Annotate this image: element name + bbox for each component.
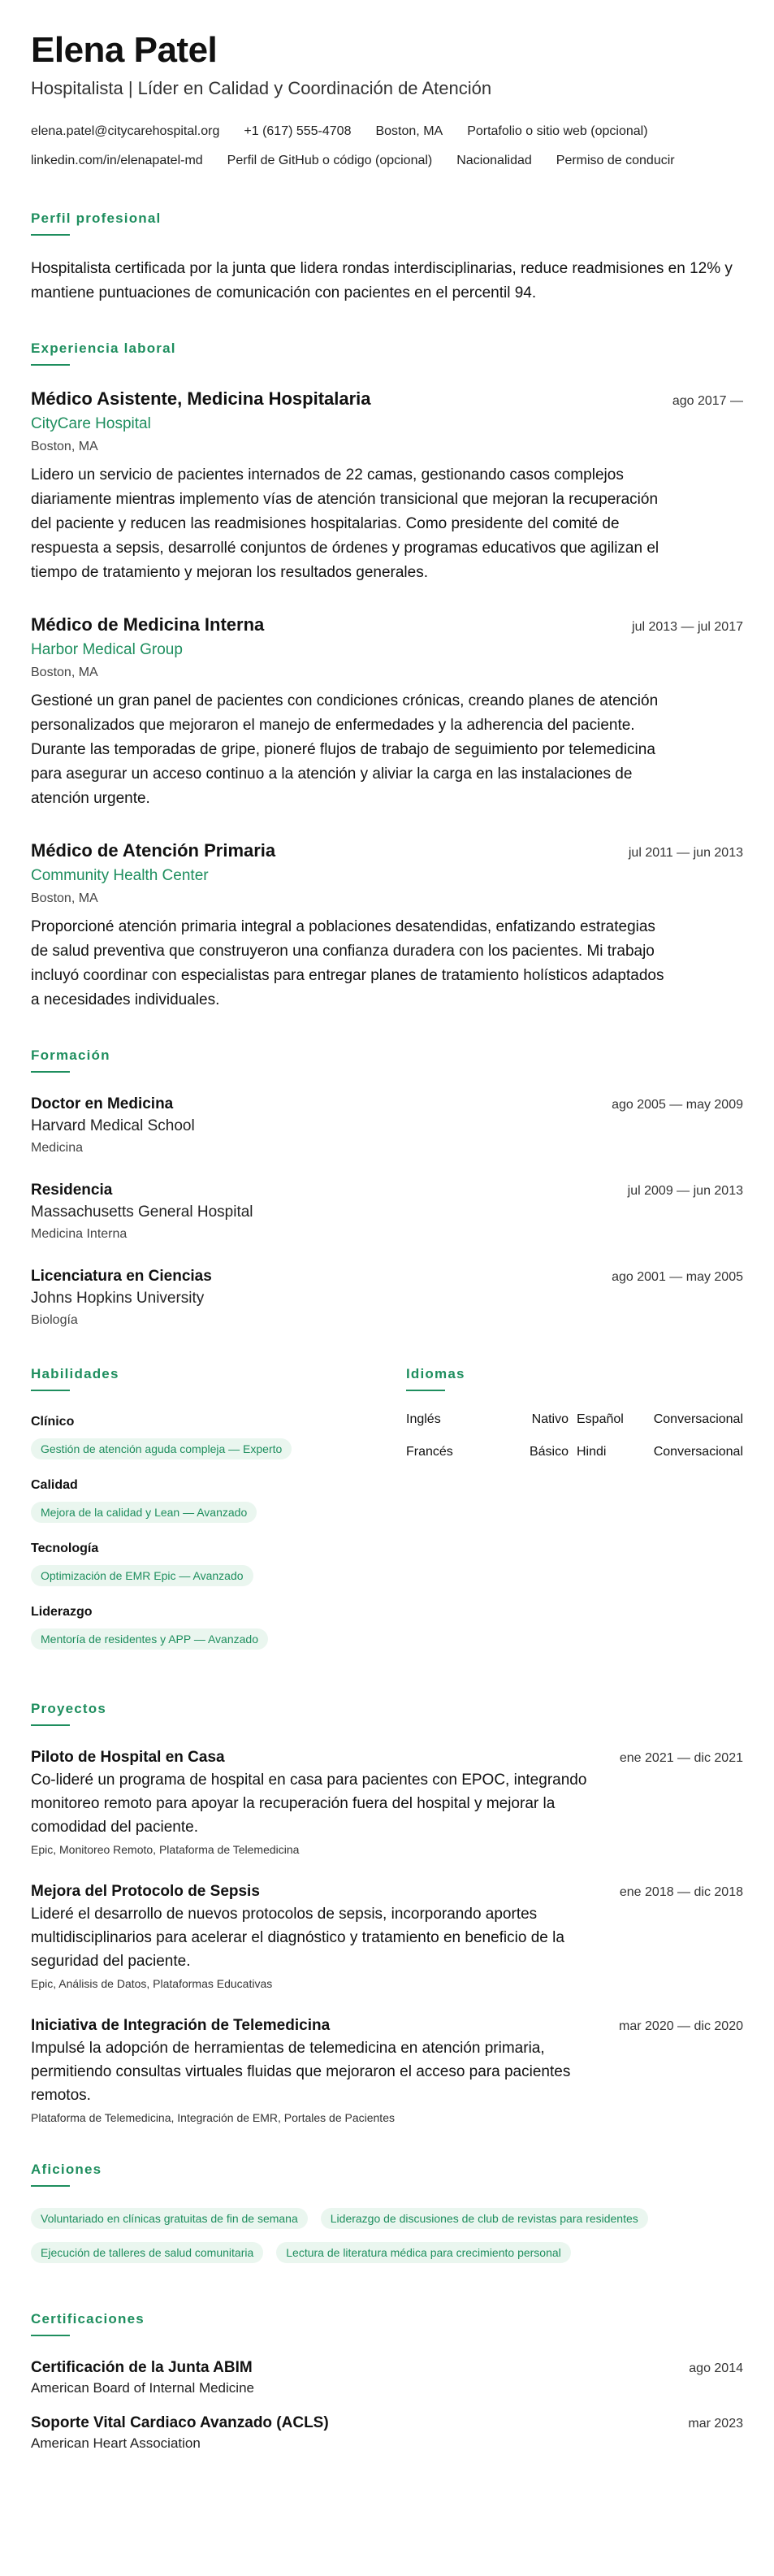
- project-item: [31, 1747, 743, 1858]
- experience-item: [31, 387, 743, 585]
- certification-date: ago 2014: [689, 2361, 743, 2375]
- education-dates: ago 2005 — may 2009: [612, 1098, 743, 1112]
- skills-column: [31, 1365, 406, 1666]
- job-description: Gestioné un gran panel de pacientes con condiciones crónicas, creando planes de atención personalizados que mejoraron el manejo de enfermedades y la adherencia del paciente. Durante las temporadas de gripe, pioneré flujos de trabajo de seguimiento por telemedicina para asegurar un acceso continuo a la atención y aliviar la carga en las instalaciones de atención urgente.: [31, 692, 659, 807]
- section-divider: [31, 1071, 70, 1073]
- hobbies-list: [31, 2208, 743, 2276]
- skill-group: [31, 1476, 406, 1523]
- hobby-chip: Lectura de literatura médica para crecimiento personal: [276, 2242, 571, 2263]
- certification-org: American Board of Internal Medicine: [31, 2380, 254, 2396]
- job-dates: ago 2017 —: [672, 394, 743, 408]
- education-item: [31, 1094, 743, 1159]
- project-dates: ene 2018 — dic 2018: [619, 1885, 743, 1899]
- job-title: Médico de Atención Primaria: [31, 840, 276, 861]
- contact-email[interactable]: elena.patel@citycarehospital.org: [31, 124, 220, 138]
- candidate-headline: Hospitalista | Líder en Calidad y Coordinación de Atención: [31, 78, 492, 98]
- contact-github[interactable]: Perfil de GitHub o código (opcional): [227, 154, 433, 167]
- projects-section: [31, 1700, 743, 2127]
- education-school: Johns Hopkins University: [31, 1290, 205, 1307]
- certification-title: Certificación de la Junta ABIM: [31, 2359, 253, 2376]
- job-company: Harbor Medical Group: [31, 641, 183, 658]
- certification-org: American Heart Association: [31, 2435, 201, 2451]
- education-degree: Doctor en Medicina: [31, 1095, 174, 1112]
- section-divider: [31, 1390, 70, 1391]
- languages-list: [406, 1412, 743, 1459]
- education-school: Harvard Medical School: [31, 1117, 195, 1134]
- language-level: Básico: [529, 1445, 569, 1459]
- project-title: Iniciativa de Integración de Telemedicina: [31, 2017, 331, 2034]
- section-divider: [31, 234, 70, 236]
- contact-info: [31, 117, 743, 176]
- education-school: Massachusetts General Hospital: [31, 1203, 253, 1221]
- skill-group: [31, 1539, 406, 1586]
- hobby-chip: Ejecución de talleres de salud comunitaria: [31, 2242, 263, 2263]
- section-title: Certificaciones: [31, 2311, 145, 2327]
- skill-category: Clínico: [31, 1415, 75, 1429]
- education-field: Medicina: [31, 1141, 84, 1155]
- hobbies-section: [31, 2161, 743, 2276]
- job-company: Community Health Center: [31, 867, 209, 884]
- job-title: Médico Asistente, Medicina Hospitalaria: [31, 388, 371, 409]
- section-divider: [31, 364, 70, 366]
- education-dates: jul 2009 — jun 2013: [627, 1184, 743, 1198]
- job-title: Médico de Medicina Interna: [31, 614, 265, 635]
- experience-item: [31, 839, 743, 1013]
- job-description: Lidero un servicio de pacientes internados de 22 camas, gestionando casos complejos diariamente mientras implemento vías de atención transicional que mejoran la recuperación del paciente y reducen las readmisiones hospitalarias. Como presidente del comité de respuesta a sepsis, desarrollé conjuntos de órdenes y programas educativos que agilizan el tiempo de tratamiento y mejoran los resultados generales.: [31, 466, 659, 581]
- skill-category: Calidad: [31, 1478, 78, 1492]
- education-degree: Licenciatura en Ciencias: [31, 1268, 212, 1285]
- education-dates: ago 2001 — may 2005: [612, 1270, 743, 1284]
- project-technologies: Epic, Análisis de Datos, Plataformas Educativas: [31, 1977, 273, 1990]
- project-item: [31, 1881, 743, 1993]
- contact-portfolio[interactable]: Portafolio o sitio web (opcional): [467, 124, 648, 138]
- language-name: Hindi: [577, 1445, 607, 1459]
- section-title: Proyectos: [31, 1701, 107, 1716]
- skill-category: Tecnología: [31, 1542, 99, 1555]
- skill-group: [31, 1412, 406, 1459]
- project-description: Impulsé la adopción de herramientas de telemedicina en atención primaria, permitiendo consultas virtuales fluidas que mejoraron el acceso para pacientes remotos.: [31, 2040, 571, 2104]
- skill-category: Liderazgo: [31, 1605, 93, 1619]
- experience-section: [31, 340, 743, 1013]
- experience-item: [31, 613, 743, 811]
- project-technologies: Epic, Monitoreo Remoto, Plataforma de Telemedicina: [31, 1843, 300, 1856]
- contact-nationality: Nacionalidad: [456, 154, 532, 167]
- certification-date: mar 2023: [688, 2417, 743, 2431]
- job-dates: jul 2011 — jun 2013: [628, 846, 743, 860]
- section-divider: [31, 2185, 70, 2187]
- resume-header: [31, 29, 743, 176]
- project-item: [31, 2015, 743, 2127]
- language-level: Conversacional: [653, 1412, 743, 1426]
- project-description: Lideré el desarrollo de nuevos protocolos de sepsis, incorporando aportes multidisciplinarios para acelerar el diagnóstico y tratamiento en beneficio de la seguridad del paciente.: [31, 1906, 564, 1970]
- job-company: CityCare Hospital: [31, 415, 151, 432]
- skills-languages-section: [31, 1365, 743, 1666]
- education-degree: Residencia: [31, 1182, 113, 1199]
- job-description: Proporcioné atención primaria integral a poblaciones desatendidas, enfatizando estrategias de salud preventiva que construyeron una confianza duradera con los pacientes. Mi trabajo incluyó coordinar con especialistas para entregar planes de tratamiento holísticos adaptados a necesidades individuales.: [31, 918, 664, 1008]
- section-divider: [31, 1724, 70, 1726]
- contact-linkedin[interactable]: linkedin.com/in/elenapatel-md: [31, 154, 203, 167]
- project-technologies: Plataforma de Telemedicina, Integración de EMR, Portales de Pacientes: [31, 2111, 395, 2124]
- education-item: [31, 1180, 743, 1245]
- certification-title: Soporte Vital Cardiaco Avanzado (ACLS): [31, 2414, 329, 2431]
- education-field: Medicina Interna: [31, 1227, 128, 1241]
- skill-chip: Optimización de EMR Epic — Avanzado: [31, 1565, 253, 1586]
- education-item: [31, 1266, 743, 1331]
- summary-text: Hospitalista certificada por la junta que lidera rondas interdisciplinarias, reduce readmisiones en 12% y mantiene puntuaciones de comunicación con pacientes en el percentil 94.: [31, 260, 733, 301]
- certification-item: [31, 2357, 743, 2398]
- education-field: Biología: [31, 1313, 78, 1327]
- contact-location: Boston, MA: [375, 124, 443, 138]
- contact-driving-license: Permiso de conducir: [556, 154, 675, 167]
- languages-column: [406, 1365, 743, 1666]
- education-section: [31, 1047, 743, 1331]
- skill-group: [31, 1602, 406, 1650]
- project-title: Piloto de Hospital en Casa: [31, 1749, 225, 1766]
- candidate-name: Elena Patel: [31, 30, 218, 70]
- language-name: Francés: [406, 1445, 453, 1459]
- skill-chip: Gestión de atención aguda compleja — Experto: [31, 1438, 292, 1459]
- language-level: Nativo: [531, 1412, 569, 1426]
- section-title: Aficiones: [31, 2162, 102, 2177]
- job-location: Boston, MA: [31, 891, 98, 905]
- summary-section: [31, 210, 743, 306]
- skill-chip: Mentoría de residentes y APP — Avanzado: [31, 1628, 268, 1650]
- job-location: Boston, MA: [31, 440, 98, 453]
- job-location: Boston, MA: [31, 666, 98, 679]
- job-dates: jul 2013 — jul 2017: [632, 620, 743, 634]
- skill-chip: Mejora de la calidad y Lean — Avanzado: [31, 1502, 257, 1523]
- project-dates: mar 2020 — dic 2020: [619, 2019, 743, 2033]
- section-title: Experiencia laboral: [31, 340, 176, 356]
- project-description: Co-lideré un programa de hospital en casa para pacientes con EPOC, integrando monitoreo remoto para apoyar la recuperación fuera del hospital y mejorar la comodidad del paciente.: [31, 1772, 587, 1836]
- section-title: Habilidades: [31, 1366, 119, 1381]
- language-name: Español: [577, 1412, 624, 1426]
- certifications-section: [31, 2310, 743, 2453]
- section-title: Formación: [31, 1047, 110, 1063]
- section-divider: [406, 1390, 445, 1391]
- language-name: Inglés: [406, 1412, 441, 1426]
- project-title: Mejora del Protocolo de Sepsis: [31, 1883, 260, 1900]
- project-dates: ene 2021 — dic 2021: [619, 1751, 743, 1765]
- section-title: Idiomas: [406, 1366, 465, 1381]
- hobby-chip: Liderazgo de discusiones de club de revistas para residentes: [321, 2208, 648, 2229]
- section-title: Perfil profesional: [31, 210, 162, 226]
- section-divider: [31, 2335, 70, 2336]
- certification-item: [31, 2413, 743, 2453]
- language-level: Conversacional: [653, 1445, 743, 1459]
- hobby-chip: Voluntariado en clínicas gratuitas de fin de semana: [31, 2208, 308, 2229]
- contact-phone[interactable]: +1 (617) 555-4708: [244, 124, 352, 138]
